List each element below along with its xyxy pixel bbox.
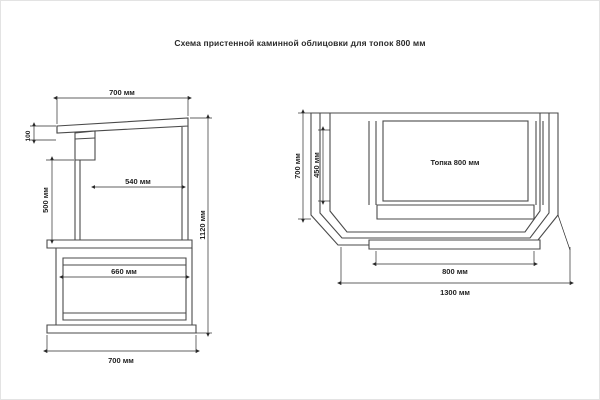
- front-view-group: [311, 113, 558, 249]
- side-top-thickness-label: 100: [25, 130, 32, 142]
- side-view-group: [47, 118, 196, 333]
- page-title: Схема пристенной каминной облицовки для топок 800 мм: [174, 38, 426, 48]
- front-opening-height-label: 450 мм: [312, 152, 321, 178]
- front-total-width-label: 1300 мм: [440, 288, 470, 297]
- side-top-width-label: 700 мм: [109, 88, 135, 97]
- side-bottom-width-label: 700 мм: [108, 356, 134, 365]
- front-firebox-label: Топка 800 мм: [430, 158, 480, 167]
- side-base-width-label: 660 мм: [111, 267, 137, 276]
- side-total-height-label: 1120 мм: [198, 210, 207, 240]
- front-total-height-label: 700 мм: [293, 153, 302, 179]
- front-firebox-width-label: 800 мм: [442, 267, 468, 276]
- side-firebox-depth-label: 540 мм: [125, 177, 151, 186]
- side-shelf-height-label: 500 мм: [41, 187, 50, 213]
